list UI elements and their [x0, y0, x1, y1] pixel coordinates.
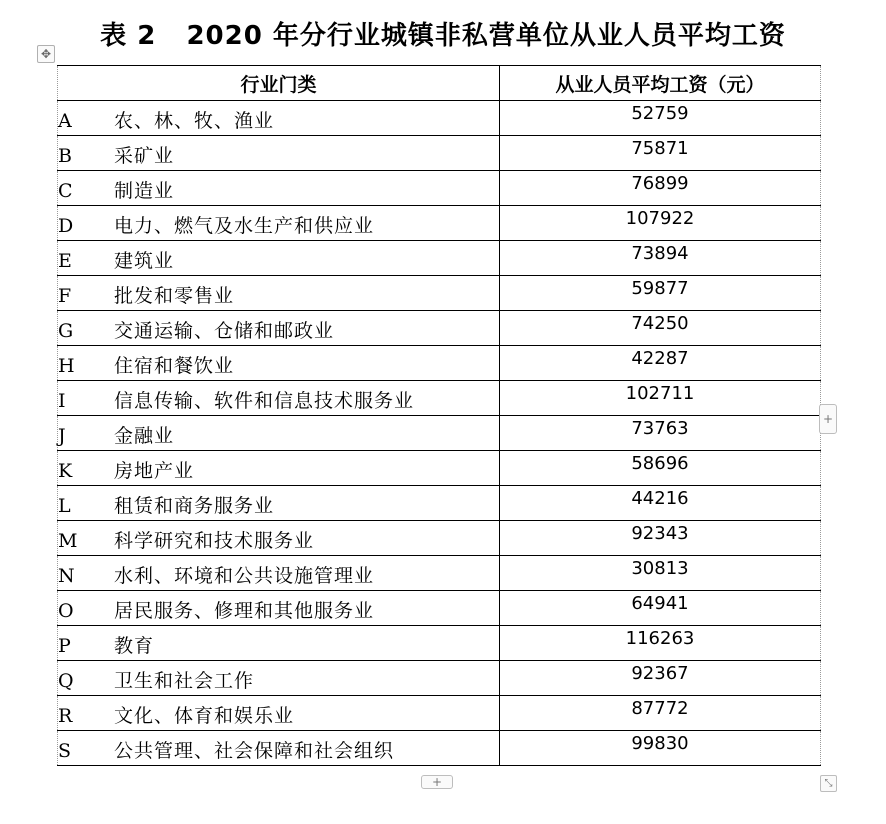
industry-cell[interactable] [58, 136, 500, 171]
industry-name: 教育 [114, 635, 155, 657]
table-row [58, 206, 821, 241]
industry-name: 房地产业 [114, 460, 195, 482]
industry-code: L [58, 495, 71, 517]
industry-code: K [58, 460, 73, 482]
industry-code: C [58, 180, 73, 202]
table-row [58, 591, 821, 626]
industry-cell[interactable] [58, 171, 500, 206]
plus-icon: + [822, 412, 834, 426]
industry-code: A [58, 110, 72, 132]
header-wage: 从业人员平均工资（元） [500, 66, 821, 101]
industry-name: 批发和零售业 [114, 285, 235, 307]
table-row [58, 101, 821, 136]
wage-cell[interactable]: 102711 [500, 381, 821, 416]
add-column-button[interactable] [819, 404, 837, 434]
table-row [58, 521, 821, 556]
industry-code: E [58, 250, 72, 272]
wage-cell[interactable]: 107922 [500, 206, 821, 241]
industry-cell[interactable] [58, 416, 500, 451]
table-row [58, 346, 821, 381]
industry-cell[interactable] [58, 311, 500, 346]
industry-cell[interactable] [58, 381, 500, 416]
table-row [58, 696, 821, 731]
industry-cell[interactable] [58, 101, 500, 136]
wage-cell[interactable]: 30813 [500, 556, 821, 591]
industry-code: M [58, 530, 78, 552]
industry-code: N [58, 565, 75, 587]
table-row [58, 731, 821, 766]
table-row [58, 556, 821, 591]
industry-code: I [58, 390, 66, 412]
industry-name: 采矿业 [114, 145, 175, 167]
table-row [58, 171, 821, 206]
plus-icon: + [431, 775, 443, 789]
wage-cell[interactable]: 92367 [500, 661, 821, 696]
table-row [58, 276, 821, 311]
industry-cell[interactable] [58, 696, 500, 731]
table-row [58, 311, 821, 346]
industry-code: B [58, 145, 72, 167]
industry-name: 租赁和商务服务业 [114, 495, 275, 517]
table-row [58, 416, 821, 451]
industry-name: 卫生和社会工作 [114, 670, 255, 692]
table-row [58, 381, 821, 416]
wage-cell[interactable]: 99830 [500, 731, 821, 766]
industry-cell[interactable] [58, 556, 500, 591]
industry-name: 制造业 [114, 180, 175, 202]
industry-name: 公共管理、社会保障和社会组织 [114, 740, 395, 762]
industry-cell[interactable] [58, 206, 500, 241]
industry-cell[interactable] [58, 276, 500, 311]
industry-name: 农、林、牧、渔业 [114, 110, 275, 132]
table-move-handle[interactable] [37, 45, 55, 63]
wage-cell[interactable]: 44216 [500, 486, 821, 521]
industry-name: 交通运输、仓储和邮政业 [114, 320, 335, 342]
wage-cell[interactable]: 42287 [500, 346, 821, 381]
industry-cell[interactable] [58, 626, 500, 661]
wage-cell[interactable]: 58696 [500, 451, 821, 486]
industry-name: 金融业 [114, 425, 175, 447]
table-row [58, 136, 821, 171]
header-industry: 行业门类 [58, 66, 500, 101]
industry-cell[interactable] [58, 346, 500, 381]
table-row [58, 626, 821, 661]
wage-cell[interactable]: 73763 [500, 416, 821, 451]
table-row [58, 241, 821, 276]
industry-name: 电力、燃气及水生产和供应业 [114, 215, 375, 237]
wage-cell[interactable]: 116263 [500, 626, 821, 661]
industry-code: J [58, 425, 66, 447]
industry-code: F [58, 285, 72, 307]
table-row [58, 486, 821, 521]
industry-name: 居民服务、修理和其他服务业 [114, 600, 375, 622]
industry-name: 科学研究和技术服务业 [114, 530, 315, 552]
industry-cell[interactable] [58, 486, 500, 521]
industry-name: 住宿和餐饮业 [114, 355, 235, 377]
industry-name: 建筑业 [114, 250, 175, 272]
wage-cell[interactable]: 76899 [500, 171, 821, 206]
industry-cell[interactable] [58, 731, 500, 766]
document-title: 表 2 2020 年分行业城镇非私营单位从业人员平均工资 [100, 21, 786, 51]
industry-code: R [58, 705, 73, 727]
industry-code: D [58, 215, 74, 237]
add-row-button[interactable] [421, 775, 453, 789]
wage-cell[interactable]: 73894 [500, 241, 821, 276]
wage-cell[interactable]: 52759 [500, 101, 821, 136]
industry-code: S [58, 740, 72, 762]
table-resize-handle[interactable] [820, 775, 837, 792]
industry-cell[interactable] [58, 591, 500, 626]
industry-cell[interactable] [58, 451, 500, 486]
industry-code: Q [58, 670, 74, 692]
industry-cell[interactable] [58, 661, 500, 696]
industry-code: O [58, 600, 74, 622]
wage-cell[interactable]: 59877 [500, 276, 821, 311]
table-row [58, 451, 821, 486]
wage-cell[interactable]: 75871 [500, 136, 821, 171]
wage-cell[interactable]: 64941 [500, 591, 821, 626]
industry-code: H [58, 355, 75, 377]
wage-table [57, 65, 821, 766]
industry-code: G [58, 320, 74, 342]
industry-code: P [58, 635, 71, 657]
wage-cell[interactable]: 87772 [500, 696, 821, 731]
table-header-row [58, 66, 821, 101]
industry-cell[interactable] [58, 521, 500, 556]
resize-icon: ⤡ [824, 778, 833, 789]
table-row [58, 661, 821, 696]
move-icon: ✥ [40, 47, 52, 61]
industry-name: 信息传输、软件和信息技术服务业 [114, 390, 415, 412]
wage-cell[interactable]: 74250 [500, 311, 821, 346]
wage-cell[interactable]: 92343 [500, 521, 821, 556]
industry-cell[interactable] [58, 241, 500, 276]
industry-name: 文化、体育和娱乐业 [114, 705, 295, 727]
industry-name: 水利、环境和公共设施管理业 [114, 565, 375, 587]
